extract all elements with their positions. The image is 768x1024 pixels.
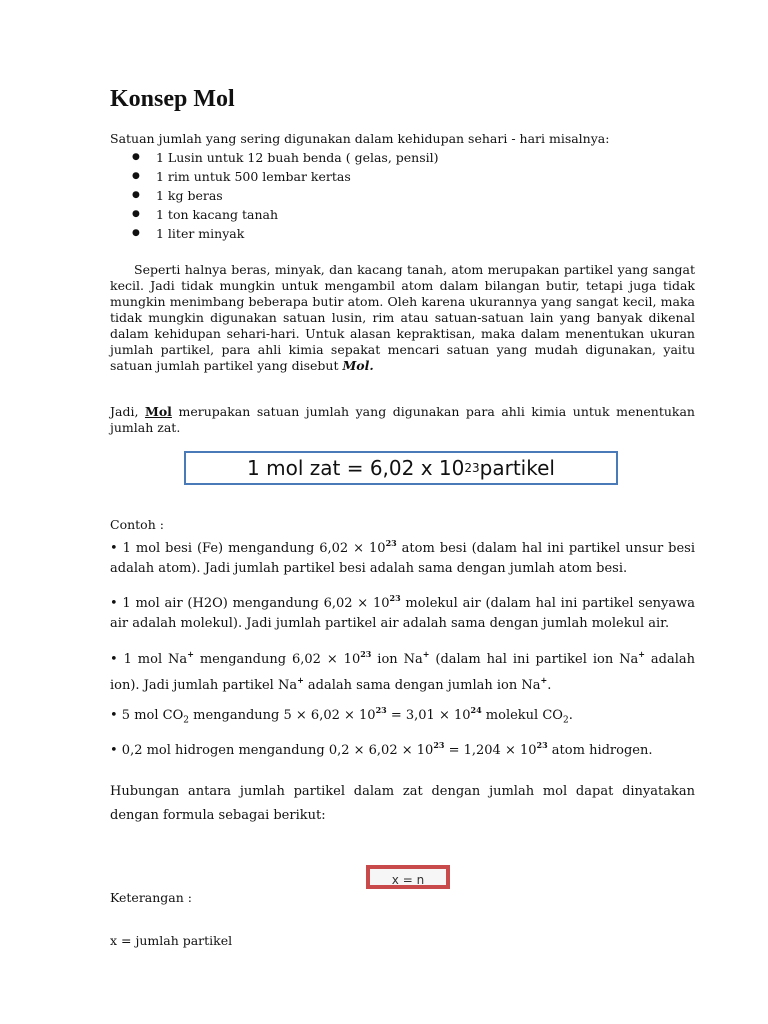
ex4-d: molekul CO	[481, 708, 563, 723]
ex2-b: molekul air (dalam hal ini partikel senyawa air adalah molekul). Jadi jumlah partikel air adalah sama dengan jumlah molekul air.	[110, 596, 695, 631]
box-exponent: 23	[464, 461, 480, 475]
mol-underlined: Mol	[144, 404, 172, 419]
formula-text: x = n	[370, 869, 446, 885]
ex4-c: = 3,01 × 10	[386, 708, 471, 723]
intro-text: Satuan jumlah yang sering digunakan dalam kehidupan sehari - hari misalnya:	[110, 131, 610, 146]
ex3-charge: +	[187, 649, 194, 659]
list-item: ● 1 ton kacang tanah	[110, 205, 439, 224]
ex3-g: adalah sama dengan jumlah ion Na	[303, 678, 541, 693]
ex4-a: • 5 mol CO	[110, 708, 184, 723]
definition-pre: Jadi,	[110, 404, 145, 419]
paragraph-atom-text: Seperti halnya beras, minyak, dan kacang tanah, atom merupakan partikel yang sangat kecil. Jadi tidak mungkin untuk mengambil atom dalam bilangan butir, tetapi juga tidak mungkin menimbang beberapa butir atom. Oleh karena ukurannya yang sangat kecil, maka tidak mungkin digunakan satuan lusin, rim atau satuan-satuan lain yang banyak dikenal dalam kehidupan sehari-hari. Untuk alasan kepraktisan, maka dalam menentukan ukuran jumlah partikel, para ahli kimia sepakat mencari satuan yang mudah digunakan, yaitu satuan jumlah partikel yang disebut	[110, 262, 695, 373]
ex5-exp: 23	[433, 740, 445, 750]
list-item: ● 1 kg beras	[110, 186, 439, 205]
ex3-b: mengandung 6,02 × 10	[193, 652, 361, 667]
example-water	[110, 588, 695, 634]
ex5-a: • 0,2 mol hidrogen mengandung 0,2 × 6,02 × 10	[110, 743, 434, 758]
ex3-a: • 1 mol Na	[110, 652, 188, 667]
mol-definition-box	[184, 451, 618, 485]
ex3-charge: +	[297, 675, 304, 685]
ex4-subscript: 2	[562, 715, 569, 726]
example-hydrogen	[110, 735, 695, 761]
ex3-charge: +	[422, 649, 430, 659]
ex1-b: atom besi (dalam hal ini partikel unsur besi adalah atom). Jadi jumlah partikel besi adalah sama dengan jumlah atom besi.	[110, 541, 696, 576]
ex3-charge: +	[540, 675, 548, 685]
ex5-exp: 23	[536, 740, 548, 750]
ex3-f: adalah ion). Jadi jumlah partikel Na	[110, 652, 696, 693]
ex4-b: mengandung 5 × 6,02 × 10	[189, 708, 376, 723]
keterangan-heading: Keterangan :	[110, 890, 192, 905]
ex4-exp: 23	[375, 705, 387, 715]
ex2-exp: 23	[389, 593, 401, 603]
example-co2	[110, 700, 695, 731]
paragraph-atom	[110, 262, 695, 374]
ex3-exp: 23	[360, 649, 372, 659]
ex3-d: (dalam hal ini partikel ion Na	[429, 652, 639, 667]
ex4-exp: 24	[470, 705, 482, 715]
contoh-heading: Contoh :	[110, 517, 164, 532]
ex5-c: atom hidrogen.	[547, 743, 653, 758]
x-definition: x = jumlah partikel	[110, 933, 233, 948]
ex3-h: .	[547, 678, 552, 693]
mol-emphasis: Mol.	[342, 358, 374, 373]
hubungan-paragraph: Hubungan antara jumlah partikel dalam zat dengan jumlah mol dapat dinyatakan dengan formula sebagai berikut:	[110, 784, 695, 823]
list-item: ● 1 Lusin untuk 12 buah benda ( gelas, pensil)	[110, 148, 439, 167]
ex5-b: = 1,204 × 10	[444, 743, 537, 758]
example-sodium	[110, 644, 695, 696]
paragraph-definition	[110, 404, 695, 436]
ex3-charge: +	[638, 649, 645, 659]
ex1-exp: 23	[385, 538, 397, 548]
formula-box	[366, 865, 450, 889]
ex3-c: ion Na	[371, 652, 423, 667]
box-text: 1 mol zat = 6,02 x 10	[247, 456, 465, 480]
list-item: ● 1 rim untuk 500 lembar kertas	[110, 167, 439, 186]
page-title: Konsep Mol	[110, 86, 235, 112]
box-text-post: partikel	[479, 456, 555, 480]
unit-list	[110, 148, 439, 243]
definition-post: merupakan satuan jumlah yang digunakan para ahli kimia untuk menentukan jumlah zat.	[110, 404, 695, 435]
ex4-f: .	[568, 708, 573, 723]
ex4-subscript: 2	[183, 715, 189, 726]
list-item: ● 1 liter minyak	[110, 224, 439, 243]
ex1-a: • 1 mol besi (Fe) mengandung 6,02 × 10	[110, 541, 386, 556]
ex2-a: • 1 mol air (H2O) mengandung 6,02 × 10	[110, 596, 390, 611]
example-iron	[110, 533, 695, 579]
